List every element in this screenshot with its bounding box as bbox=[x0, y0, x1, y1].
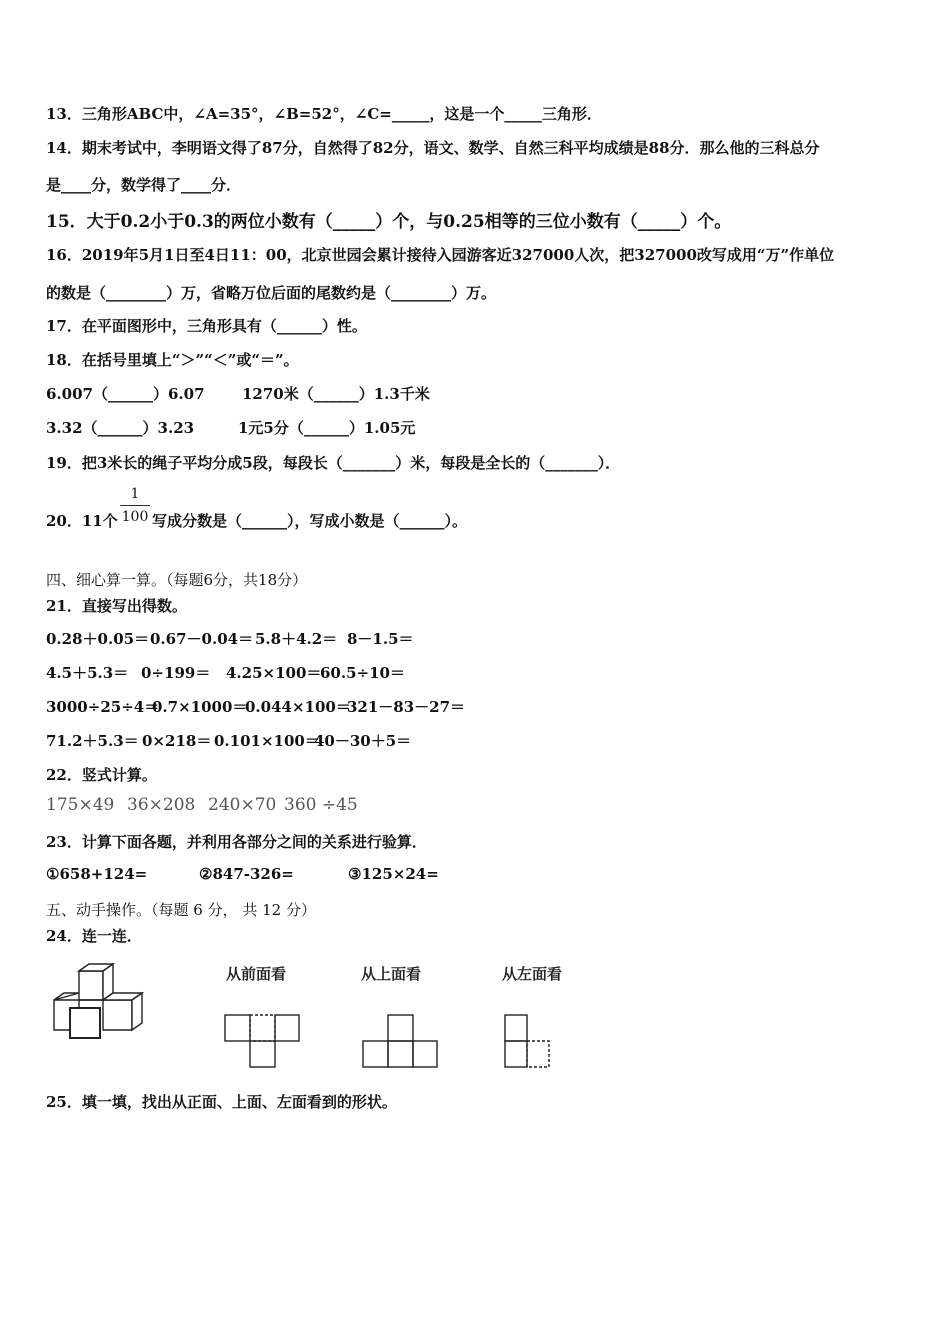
question-23: 23．计算下面各题，并利用各部分之间的关系进行验算． bbox=[46, 833, 427, 851]
fraction-bar bbox=[120, 505, 150, 506]
view-shape-t[interactable] bbox=[222, 1010, 302, 1070]
calc-row bbox=[46, 730, 411, 751]
question-14-line2: 是____分，数学得了____分． bbox=[46, 176, 242, 194]
calc-item: 0.7×1000＝ bbox=[152, 698, 248, 716]
view-shape-l[interactable] bbox=[500, 1010, 560, 1070]
calc-item: 71.2＋5.3＝ bbox=[46, 732, 139, 750]
vertical-calc-row bbox=[46, 795, 358, 815]
fraction-denominator: 100 bbox=[121, 509, 149, 525]
calc-item: 4.25×100＝ bbox=[226, 664, 322, 682]
calc-item: 0.101×100＝ bbox=[214, 732, 320, 750]
question-21: 21．直接写出得数。 bbox=[46, 597, 187, 615]
question-15: 15．大于0.2小于0.3的两位小数有（_____）个，与0.25相等的三位小数有（_____）个。 bbox=[46, 212, 732, 232]
verify-calc-item: ①658+124= bbox=[46, 865, 148, 883]
question-16-line2: 的数是（________）万，省略万位后面的尾数约是（________）万。 bbox=[46, 284, 497, 302]
calc-item: 0×218＝ bbox=[142, 732, 212, 750]
question-18-row2 bbox=[46, 417, 415, 438]
fraction bbox=[120, 485, 150, 526]
view-shape-inverted-t[interactable] bbox=[360, 1010, 440, 1070]
view-label-front: 从前面看 bbox=[226, 965, 287, 983]
verify-calc-row bbox=[46, 865, 439, 883]
vertical-calc-item: 240×70 bbox=[208, 795, 277, 815]
compare-item: 1270米（______）1.3千米 bbox=[242, 385, 430, 403]
calc-item: 321－83－27＝ bbox=[347, 698, 466, 716]
calc-item: 3000÷25÷4＝ bbox=[46, 698, 160, 716]
calc-row bbox=[46, 662, 405, 683]
compare-item: 6.007（______）6.07 bbox=[46, 385, 205, 403]
question-18-row1 bbox=[46, 383, 430, 404]
fraction-numerator: 1 bbox=[130, 486, 140, 502]
view-label-top: 从上面看 bbox=[361, 965, 422, 983]
question-19: 19．把3米长的绳子平均分成5段，每段长（_______）米，每段是全长的（_______）． bbox=[46, 454, 621, 472]
calc-item: 0.044×100＝ bbox=[245, 698, 351, 716]
calc-item: 5.8＋4.2＝ bbox=[255, 630, 338, 648]
verify-calc-item: ③125×24= bbox=[348, 865, 439, 883]
question-24: 24．连一连． bbox=[46, 927, 142, 945]
question-18: 18．在括号里填上“＞”“＜”或“＝”。 bbox=[46, 351, 299, 369]
question-20-suffix: 写成分数是（______），写成小数是（______）。 bbox=[152, 512, 468, 530]
question-20-prefix: 20．11个 bbox=[46, 512, 118, 530]
vertical-calc-item: 36×208 bbox=[127, 795, 196, 815]
vertical-calc-item: 175×49 bbox=[46, 795, 115, 815]
cube-stack-figure bbox=[46, 960, 156, 1045]
question-14-line1: 14．期末考试中，李明语文得了87分，自然得了82分，语文、数学、自然三科平均成绩是88分．那么他的三科总分 bbox=[46, 139, 820, 157]
question-17: 17．在平面图形中，三角形具有（______）性。 bbox=[46, 317, 367, 335]
compare-item: 3.32（______）3.23 bbox=[46, 419, 195, 437]
calc-item: 4.5＋5.3＝ bbox=[46, 664, 129, 682]
question-16-line1: 16．2019年5月1日至4日11：00，北京世园会累计接待入园游客近327000人次，把327000改写成用“万”作单位 bbox=[46, 246, 835, 264]
calc-row bbox=[46, 628, 414, 649]
calc-item: 8－1.5＝ bbox=[347, 630, 414, 648]
view-label-left: 从左面看 bbox=[502, 965, 563, 983]
calc-item: 0.28＋0.05＝ bbox=[46, 630, 150, 648]
calc-item: 0.67－0.04＝ bbox=[150, 630, 254, 648]
compare-item: 1元5分（______）1.05元 bbox=[238, 419, 416, 437]
question-13: 13．三角形ABC中，∠A=35°，∠B=52°，∠C=_____，这是一个_____三角形． bbox=[46, 105, 602, 123]
vertical-calc-item: 360 ÷45 bbox=[284, 795, 358, 815]
question-22: 22．竖式计算。 bbox=[46, 766, 157, 784]
calc-item: 0÷199＝ bbox=[141, 664, 211, 682]
section-4-heading: 四、细心算一算。（每题6分，共18分） bbox=[46, 571, 308, 589]
calc-row bbox=[46, 696, 465, 717]
section-5-heading: 五、动手操作。（每题 6 分， 共 12 分） bbox=[46, 901, 316, 919]
calc-item: 60.5÷10＝ bbox=[320, 664, 405, 682]
verify-calc-item: ②847-326= bbox=[199, 865, 294, 883]
question-25: 25．填一填，找出从正面、上面、左面看到的形状。 bbox=[46, 1093, 397, 1111]
calc-item: 40－30＋5＝ bbox=[314, 732, 412, 750]
